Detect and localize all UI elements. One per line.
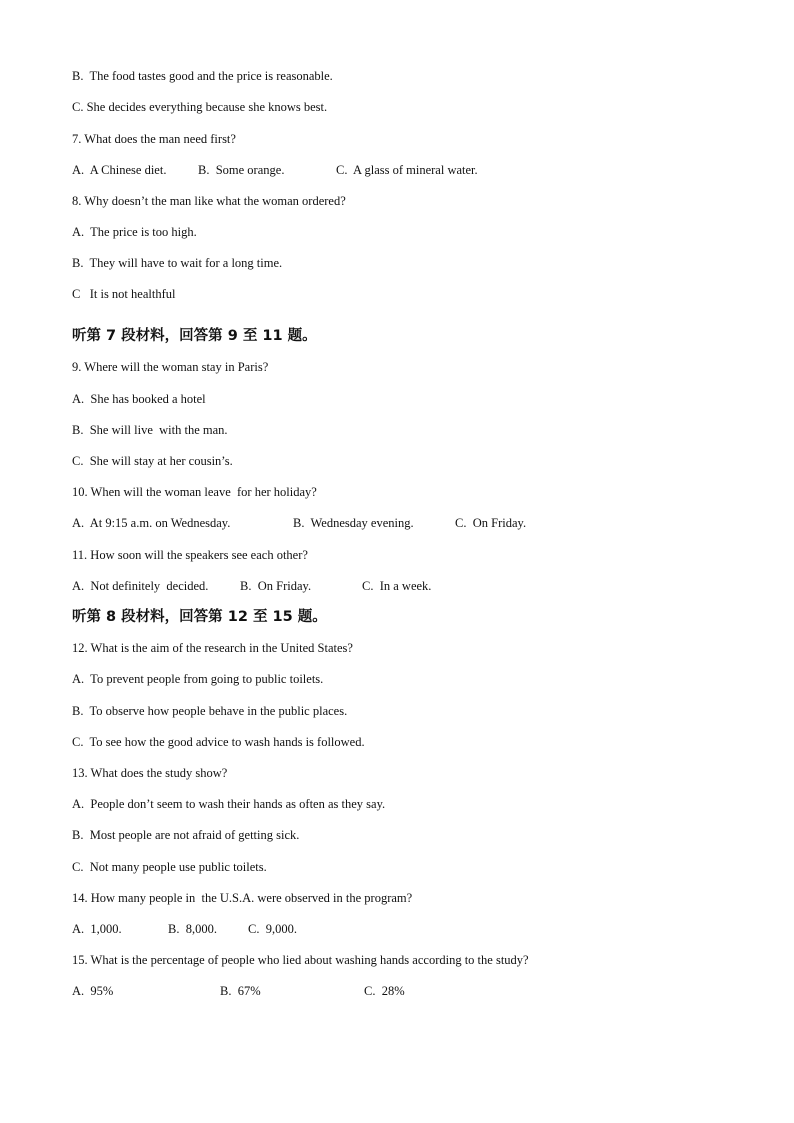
q9-option-a: A. She has booked a hotel [72,392,206,406]
q9-option-c: C. She will stay at her cousin’s. [72,454,233,468]
q15-option-a: A. 95% [72,984,114,998]
q12-question: 12. What is the aim of the research in the United States? [72,641,353,655]
q10-option-b: B. Wednesday evening. [293,516,414,530]
q10-option-c: C. On Friday. [455,516,527,530]
q13-option-b: B. Most people are not afraid of getting sick. [72,828,300,842]
q8-option-b: B. They will have to wait for a long time. [72,256,283,270]
q6-option-c: C. She decides everything because she knows best. [72,100,328,114]
section-7-heading: 听第 7 段材料，回答第 9 至 11 题。 [72,328,317,344]
q6-option-b: B. The food tastes good and the price is reasonable. [72,69,333,83]
q11-option-b: B. On Friday. [240,579,312,593]
q14-question: 14. How many people in the U.S.A. were observed in the program? [72,891,413,905]
q9-question: 9. Where will the woman stay in Paris? [72,360,269,374]
q11-option-a: A. Not definitely decided. [72,579,209,593]
q10-question: 10. When will the woman leave for her holiday? [72,485,317,499]
q12-option-b: B. To observe how people behave in the public places. [72,704,348,718]
q15-option-b: B. 67% [220,984,261,998]
q15-question: 15. What is the percentage of people who lied about washing hands according to the study? [72,953,529,967]
section-8-heading: 听第 8 段材料，回答第 12 至 15 题。 [72,609,327,625]
q9-option-b: B. She will live with the man. [72,423,228,437]
q11-option-c: C. In a week. [362,579,432,593]
q12-option-a: A. To prevent people from going to public toilets. [72,672,324,686]
q14-option-c: C. 9,000. [248,922,297,936]
q7-option-c: C. A glass of mineral water. [336,163,478,177]
q7-option-b: B. Some orange. [198,163,285,177]
q8-option-c: C It is not healthful [72,287,176,301]
q7-question: 7. What does the man need first? [72,132,236,146]
q14-option-b: B. 8,000. [168,922,217,936]
q8-option-a: A. The price is too high. [72,225,197,239]
q13-option-c: C. Not many people use public toilets. [72,860,267,874]
q7-option-a: A. A Chinese diet. [72,163,167,177]
q13-question: 13. What does the study show? [72,766,228,780]
q14-option-a: A. 1,000. [72,922,122,936]
q13-option-a: A. People don’t seem to wash their hands as often as they say. [72,797,386,811]
q15-option-c: C. 28% [364,984,405,998]
q8-question: 8. Why doesn’t the man like what the woman ordered? [72,194,346,208]
q12-option-c: C. To see how the good advice to wash hands is followed. [72,735,365,749]
q11-question: 11. How soon will the speakers see each other? [72,548,308,562]
q10-option-a: A. At 9:15 a.m. on Wednesday. [72,516,231,530]
